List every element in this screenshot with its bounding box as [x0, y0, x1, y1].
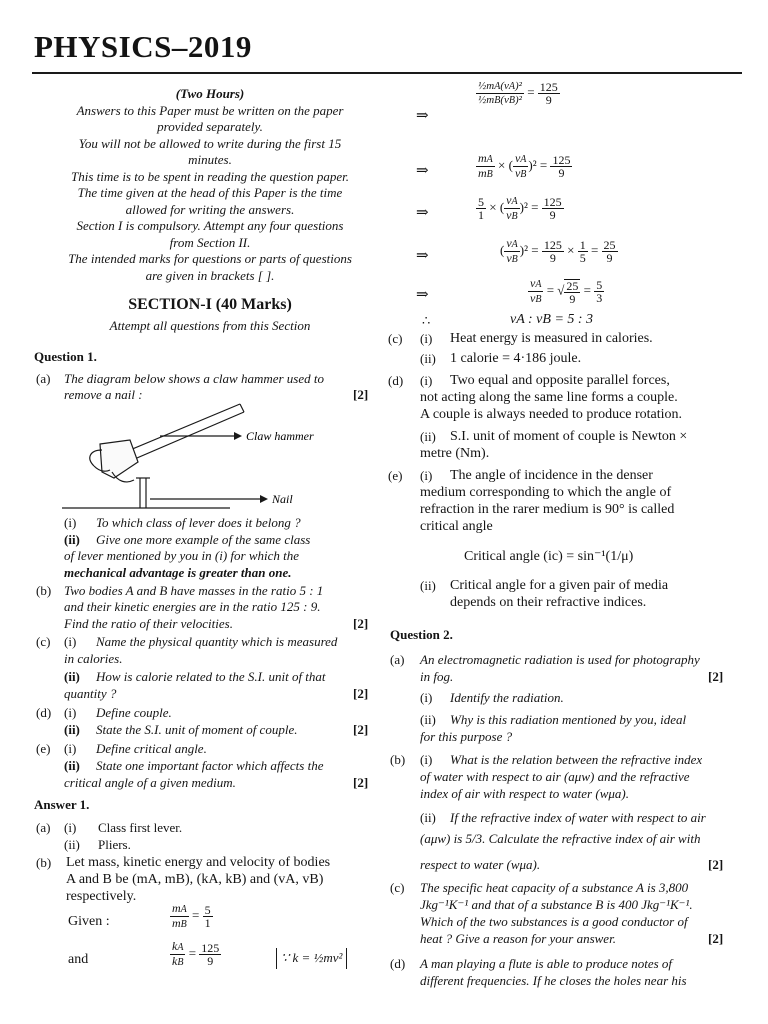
claw-hammer-figure: [60, 400, 380, 515]
instruction-line: The intended marks for questions or parts of questions: [68, 251, 352, 266]
instruction-line: provided separately.: [157, 119, 263, 134]
instruction-line: are given in brackets [ ].: [145, 268, 275, 283]
given-label: Given :: [68, 914, 110, 929]
implies-symbol: ⇒: [416, 108, 429, 124]
label-i: (i): [64, 515, 77, 530]
instruction-line: minutes.: [188, 152, 232, 167]
q2c-line: The specific heat capacity of a substance A is 3,800: [420, 880, 689, 895]
instruction-line: This time is to be spent in reading the question paper.: [71, 169, 349, 184]
q1c-i-line: in calories.: [64, 651, 123, 666]
and-label: and: [68, 952, 89, 967]
label-a: (a): [36, 820, 51, 835]
q1c-ii-line: quantity ?: [64, 686, 117, 701]
arrow-head: [260, 495, 268, 503]
q2a-line: in fog.: [420, 669, 454, 684]
label-i: (i): [64, 705, 77, 720]
a1e-i-line: refraction in the rarer medium is 90° is called: [420, 502, 675, 517]
q1b-line: Find the ratio of their velocities.: [64, 616, 233, 631]
instruction-line: The time given at the head of this Paper is the time: [77, 185, 343, 200]
q2b-i-line: of water with respect to air (aμw) and the refractive: [420, 769, 690, 784]
label-a: (a): [36, 371, 51, 386]
a1a-i: Class first lever.: [98, 820, 183, 835]
q1e-ii-line: State one important factor which affects the: [96, 758, 324, 773]
marks: [2]: [708, 931, 724, 946]
a1b-line: respectively.: [66, 889, 137, 904]
label-c: (c): [388, 331, 403, 346]
label-ii: (ii): [64, 837, 80, 852]
derivation-step-2: $\frac{mA}{mB}$ × ( $\frac{vA}{vB}$ )² = $\frac{125}{9}$: [478, 151, 571, 180]
q1a-ii-line: of lever mentioned by you in (i) for which the: [64, 548, 300, 563]
question-1-heading: Question 1.: [34, 349, 97, 364]
label-b: (b): [390, 752, 406, 767]
q1a-line: remove a nail :: [64, 387, 143, 402]
label-d: (d): [390, 956, 406, 971]
q2c-line: Jkg⁻¹K⁻¹ and that of a substance B is 400 Jkg⁻¹K⁻¹.: [420, 897, 693, 912]
q1a-ii-line: mechanical advantage is greater than one.: [64, 565, 292, 580]
label-i: (i): [420, 373, 433, 388]
q2a-ii-line: Why is this radiation mentioned by you, ideal: [450, 712, 687, 727]
q2c-line: heat ? Give a reason for your answer.: [420, 931, 616, 946]
q1e-ii-line: critical angle of a given medium.: [64, 775, 236, 790]
a1e-ii-line: Critical angle for a given pair of media: [450, 578, 669, 593]
energy-ratio: $\frac{kA}{kB}$ = $\frac{125}{9}$: [172, 939, 220, 968]
a1a-ii: Pliers.: [98, 837, 131, 852]
nail-label: Nail: [272, 492, 293, 506]
q1a-ii-line: Give one more example of the same class: [96, 532, 311, 547]
marks: [2]: [708, 669, 724, 684]
section-subheading: Attempt all questions from this Section: [109, 318, 311, 333]
implies-symbol: ⇒: [416, 287, 429, 303]
label-i: (i): [420, 331, 433, 346]
a1c-i: Heat energy is measured in calories.: [450, 331, 653, 346]
claw-hammer-label: Claw hammer: [246, 429, 314, 443]
q2b-ii-line: respect to water (wμa).: [420, 857, 541, 872]
implies-symbol: ⇒: [416, 205, 429, 221]
instruction-line: You will not be allowed to write during the first 15: [78, 136, 342, 151]
q1a-i: To which class of lever does it belong ?: [96, 515, 301, 530]
label-e: (e): [388, 468, 403, 483]
label-i: (i): [420, 468, 433, 483]
a1e-i-line: medium corresponding to which the angle of: [420, 485, 672, 500]
label-i: (i): [64, 634, 77, 649]
arrow-head: [234, 432, 242, 440]
label-e: (e): [36, 741, 51, 756]
kinetic-energy-formula: ∵ k = ½mv²: [276, 948, 347, 969]
instruction-line: Answers to this Paper must be written on the paper: [76, 103, 344, 118]
q1c-i-line: Name the physical quantity which is measured: [96, 634, 338, 649]
q1a-line: The diagram below shows a claw hammer used to: [64, 371, 324, 386]
label-i: (i): [64, 741, 77, 756]
label-ii: (ii): [64, 532, 80, 547]
question-2-heading: Question 2.: [390, 627, 453, 642]
a1e-i-line: critical angle: [420, 519, 493, 534]
marks: [2]: [708, 857, 724, 872]
label-i: (i): [64, 820, 77, 835]
derivation-step-5: $\frac{vA}{vB}$ = √ $\frac{25}{9}$ = $\frac{5}{3}$: [530, 276, 603, 306]
a1e-i-line: The angle of incidence in the denser: [450, 468, 653, 483]
critical-angle-formula: Critical angle (ic) = sin⁻¹(1/μ): [464, 549, 634, 564]
answer-1-heading: Answer 1.: [34, 797, 90, 812]
derivation-step-1: $\frac{\text{½mA(vA)²}}{\text{½mB(vB)²}}$ = $\frac{125}{9}$: [478, 80, 558, 107]
implies-symbol: ⇒: [416, 163, 429, 179]
a1d-ii-line: S.I. unit of moment of couple is Newton ×: [450, 429, 688, 444]
label-c: (c): [36, 634, 51, 649]
q2b-i-line: What is the relation between the refractive index: [450, 752, 703, 767]
q2a-line: An electromagnetic radiation is used for photography: [420, 652, 700, 667]
label-ii: (ii): [64, 758, 80, 773]
derivation-step-4: ( $\frac{vA}{vB}$ )² = $\frac{125}{9}$ × $\frac{1}{5}$ = $\frac{25}{9}$: [500, 236, 616, 265]
label-i: (i): [420, 690, 433, 705]
q2a-i: Identify the radiation.: [450, 690, 564, 705]
velocity-ratio-result: vA : vB = 5 : 3: [510, 312, 594, 327]
label-ii: (ii): [420, 810, 436, 825]
a1d-ii-line: metre (Nm).: [420, 446, 490, 461]
label-d: (d): [36, 705, 52, 720]
label-i: (i): [420, 752, 433, 767]
mass-ratio: $\frac{mA}{mB}$ = $\frac{5}{1}$: [172, 901, 211, 930]
a1c-ii: 1 calorie = 4·186 joule.: [450, 351, 582, 366]
therefore-symbol: ∴: [422, 313, 431, 328]
q2a-ii-line: for this purpose ?: [420, 729, 513, 744]
label-ii: (ii): [420, 712, 436, 727]
q2c-line: Which of the two substances is a good conductor of: [420, 914, 688, 929]
a1b-line: Let mass, kinetic energy and velocity of bodies: [66, 855, 331, 870]
a1d-i-line: A couple is always needed to produce rotation.: [420, 407, 683, 422]
marks: [2]: [353, 616, 369, 631]
implies-symbol: ⇒: [416, 248, 429, 264]
label-ii: (ii): [420, 429, 436, 444]
label-c: (c): [390, 880, 405, 895]
a1d-i-line: not acting along the same line forms a couple.: [420, 390, 678, 405]
derivation-step-3: $\frac{5}{1}$ × ( $\frac{vA}{vB}$ )² = $\frac{125}{9}$: [478, 193, 562, 222]
label-a: (a): [390, 652, 405, 667]
q2d-line: different frequencies. If he closes the holes near his: [420, 973, 687, 988]
marks: [2]: [353, 686, 369, 701]
section-heading: SECTION-I (40 Marks): [128, 296, 292, 313]
q2b-ii-line: (aμw) is 5/3. Calculate the refractive index of air with: [420, 831, 701, 846]
q1c-ii-line: How is calorie related to the S.I. unit of that: [96, 669, 326, 684]
instruction-line: Section I is compulsory. Attempt any four questions: [76, 218, 344, 233]
a1b-line: A and B be (mA, mB), (kA, kB) and (vA, vB): [66, 872, 324, 887]
label-ii: (ii): [420, 351, 436, 366]
marks: [2]: [353, 775, 369, 790]
q1b-line: Two bodies A and B have masses in the ratio 5 : 1: [64, 583, 324, 598]
q2b-ii-line: If the refractive index of water with respect to air: [450, 810, 706, 825]
marks: [2]: [353, 722, 369, 737]
label-ii: (ii): [64, 722, 80, 737]
q1e-i: Define critical angle.: [96, 741, 207, 756]
label-d: (d): [388, 373, 404, 388]
label-ii: (ii): [64, 669, 80, 684]
label-b: (b): [36, 583, 52, 598]
a1d-i-line: Two equal and opposite parallel forces,: [450, 373, 670, 388]
page-title: PHYSICS–2019: [34, 29, 252, 64]
label-ii: (ii): [420, 578, 436, 593]
q1b-line: and their kinetic energies are in the ratio 125 : 9.: [64, 599, 321, 614]
q1d-i: Define couple.: [96, 705, 172, 720]
instruction-line: allowed for writing the answers.: [125, 202, 295, 217]
instruction-line: from Section II.: [169, 235, 251, 250]
a1e-ii-line: depends on their refractive indices.: [450, 595, 647, 610]
q2b-i-line: index of air with respect to water (wμa).: [420, 786, 629, 801]
title-rule: [32, 72, 742, 74]
label-b: (b): [36, 855, 52, 870]
q2d-line: A man playing a flute is able to produce notes of: [420, 956, 673, 971]
marks: [2]: [353, 387, 369, 402]
q1d-ii: State the S.I. unit of moment of couple.: [96, 722, 298, 737]
duration: (Two Hours): [175, 86, 245, 101]
